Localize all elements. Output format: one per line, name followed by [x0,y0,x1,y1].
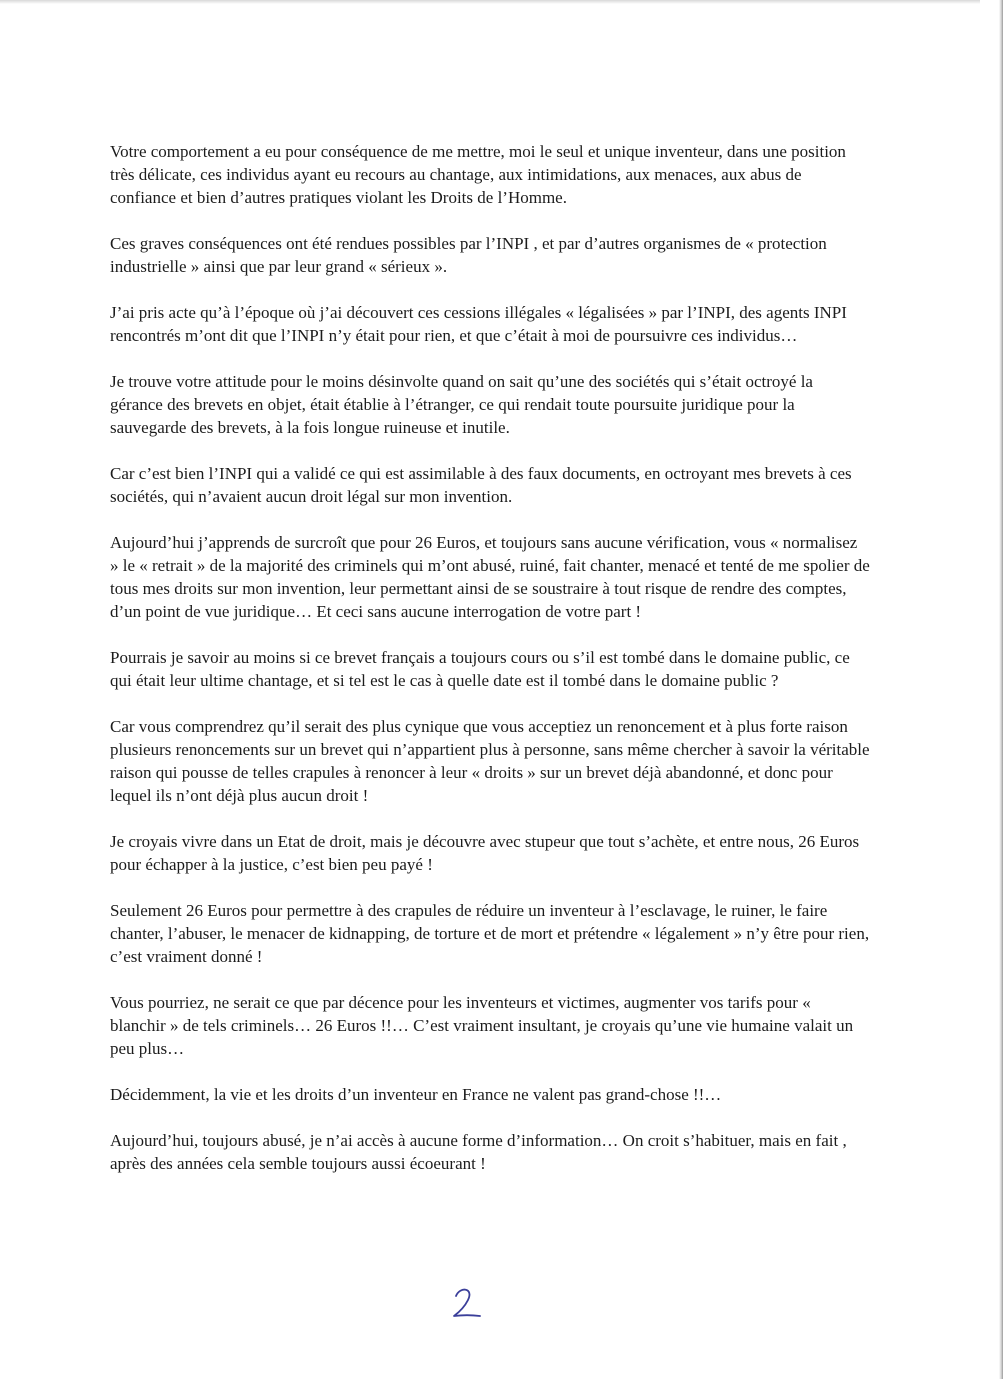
paragraph: J’ai pris acte qu’à l’époque où j’ai découvert ces cessions illégales « légalisées » par l’INPI, des agents INPI rencontrés m’ont dit que l’INPI n’y était pour rien, et que c’était à moi de poursuivre ces individus… [110,303,847,345]
scan-top-edge [0,0,980,4]
paragraph: Aujourd’hui, toujours abusé, je n’ai accès à aucune forme d’information… On croit s’habituer, mais en fait , après des années cela semble toujours aussi écoeurant ! [110,1131,847,1173]
handwritten-page-number [430,1282,510,1322]
paragraph: Décidemment, la vie et les droits d’un inventeur en France ne valent pas grand-chose !!… [110,1085,722,1104]
handwritten-digit-stroke [454,1290,480,1316]
paragraph: Je croyais vivre dans un Etat de droit, mais je découvre avec stupeur que tout s’achète, et entre nous, 26 Euros pour échapper à la justice, c’est bien peu payé ! [110,832,860,874]
paragraph: Je trouve votre attitude pour le moins désinvolte quand on sait qu’une des sociétés qui s’était octroyé la gérance des brevets en objet, était établie à l’étranger, ce qui rendait toute poursuite juridique pour la sauvegarde des brevets, à la fois longue ruineuse et inutile. [110,372,813,437]
letter-body [110,140,870,1198]
paragraph: Pourrais je savoir au moins si ce brevet français a toujours cours ou s’il est tombé dans le domaine public, ce qui était leur ultime chantage, et si tel est le cas à quelle date est il tombé dans le domaine public ? [110,648,850,690]
paragraph: Votre comportement a eu pour conséquence de me mettre, moi le seul et unique inventeur, dans une position très délicate, ces individus ayant eu recours au chantage, aux intimidations, aux menaces, aux abus de confiance et bien d’autres pratiques violant les Droits de l’Homme. [110,142,846,207]
paragraph: Car vous comprendrez qu’il serait des plus cynique que vous acceptiez un renoncement et à plus forte raison plusieurs renoncements sur un brevet qui n’appartient plus à personne, sans même chercher à savoir la véritable raison qui pousse de telles crapules à renoncer à leur « droits » sur un brevet déjà abandonné, et donc pour lequel ils n’ont déjà plus aucun droit ! [110,717,870,805]
paragraph: Car c’est bien l’INPI qui a validé ce qui est assimilable à des faux documents, en octroyant mes brevets à ces sociétés, qui n’avaient aucun droit légal sur mon invention. [110,464,852,506]
paragraph: Aujourd’hui j’apprends de surcroît que pour 26 Euros, et toujours sans aucune vérification, vous « normalisez » le « retrait » de la majorité des criminels qui m’ont abusé, ruiné, fait chanter, menacé et tenté de me spolier de tous mes droits sur mon invention, leur permettant ainsi de se soustraire à tout risque de rendre des comptes, d’un point de vue juridique… Et ceci sans aucune interrogation de votre part ! [110,533,870,621]
paragraph: Ces graves conséquences ont été rendues possibles par l’INPI , et par d’autres organismes de « protection industrielle » ainsi que par leur grand « sérieux ». [110,234,827,276]
paragraph: Vous pourriez, ne serait ce que par décence pour les inventeurs et victimes, augmenter vos tarifs pour « blanchir » de tels criminels… 26 Euros !!… C’est vraiment insultant, je croyais qu’une vie humaine valait un peu plus… [110,993,854,1058]
scan-right-edge [999,0,1003,1379]
paragraph: Seulement 26 Euros pour permettre à des crapules de réduire un inventeur à l’esclavage, le ruiner, le faire chanter, l’abuser, le menacer de kidnapping, de torture et de mort et prétendre « légalement » n’y être pour rien, c’est vraiment donné ! [110,901,870,966]
